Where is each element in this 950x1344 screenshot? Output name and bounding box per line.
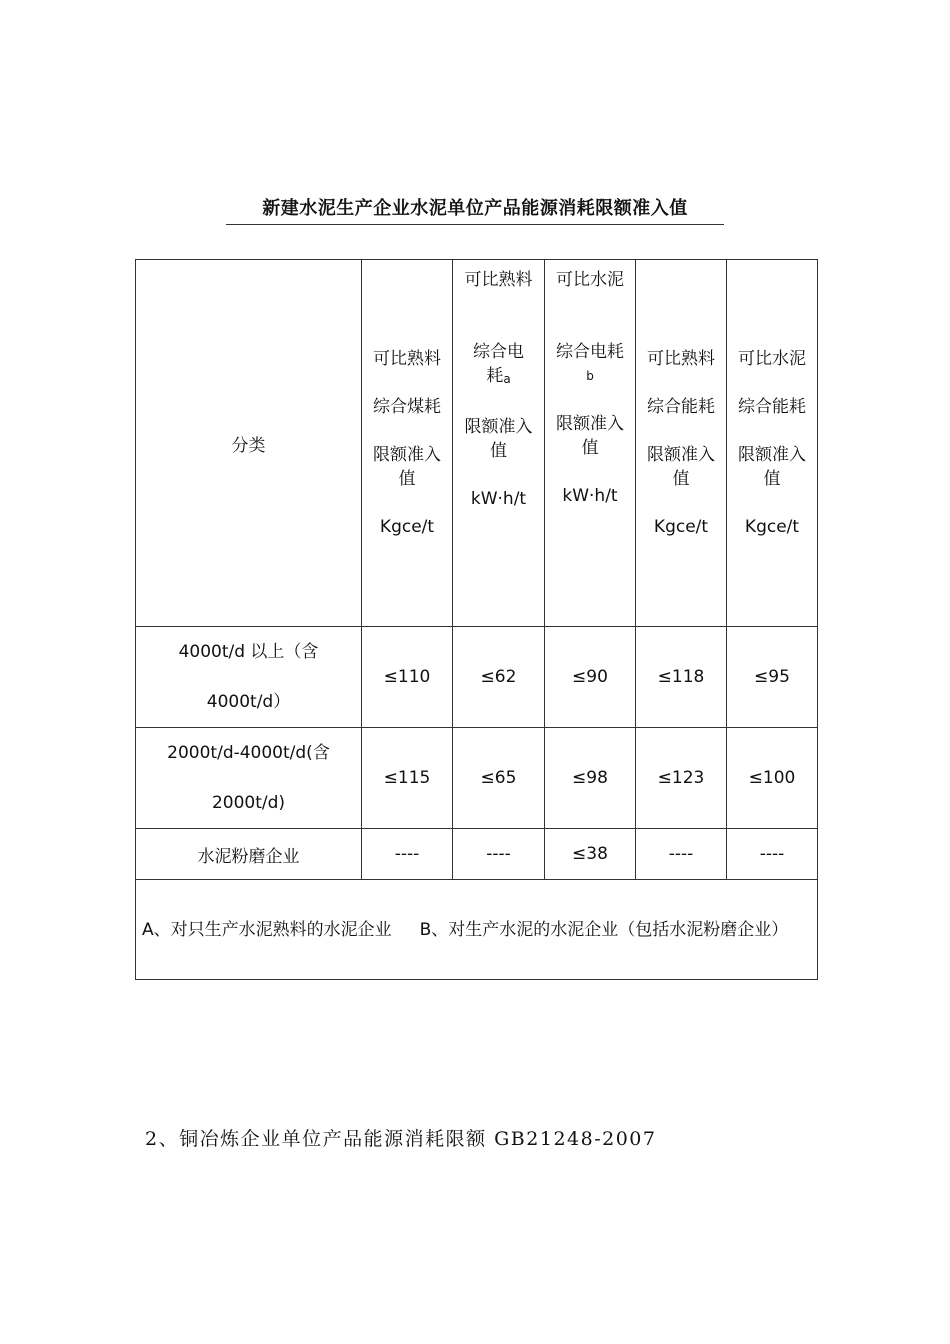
cell-value: ---- <box>636 829 727 880</box>
section-heading: 2、铜冶炼企业单位产品能源消耗限额 GB21248-2007 <box>145 1128 657 1150</box>
footnote-a: A、对只生产水泥熟料的水泥企业 <box>142 919 392 940</box>
cell-value: ---- <box>727 829 818 880</box>
cell-value: ≤110 <box>362 627 453 728</box>
header-cement-power: 可比水泥 综合电耗 b 限额准入 值 kW·h/t <box>545 260 636 627</box>
cell-value: ≤115 <box>362 728 453 829</box>
table-row <box>136 829 818 880</box>
cell-value: ≤123 <box>636 728 727 829</box>
table-title: 新建水泥生产企业水泥单位产品能源消耗限额准入值 <box>226 194 724 225</box>
row-category: 水泥粉磨企业 <box>136 829 362 880</box>
cell-value: ≤38 <box>545 829 636 880</box>
header-cement-energy: 可比水泥 综合能耗 限额准入 值 Kgce/t <box>727 260 818 627</box>
header-row <box>136 260 818 627</box>
cell-value: ---- <box>362 829 453 880</box>
header-clinker-energy: 可比熟料 综合能耗 限额准入 值 Kgce/t <box>636 260 727 627</box>
table-footnote <box>136 880 818 980</box>
footnote-b: B、对生产水泥的水泥企业（包括水泥粉磨企业） <box>419 919 789 940</box>
header-clinker-coal: 可比熟料 综合煤耗 限额准入 值 Kgce/t <box>362 260 453 627</box>
cell-value: ≤65 <box>453 728 545 829</box>
cell-value: ≤90 <box>545 627 636 728</box>
cell-value: ≤98 <box>545 728 636 829</box>
table-row <box>136 728 818 829</box>
cell-value: ≤118 <box>636 627 727 728</box>
cell-value: ≤100 <box>727 728 818 829</box>
category-header: 分类 <box>136 260 362 627</box>
header-clinker-power: 可比熟料 综合电 耗a 限额准入 值 kW·h/t <box>453 260 545 627</box>
cell-value: ≤62 <box>453 627 545 728</box>
cell-value: ≤95 <box>727 627 818 728</box>
row-category: 4000t/d 以上（含 4000t/d） <box>136 627 362 728</box>
table-row <box>136 627 818 728</box>
row-category: 2000t/d-4000t/d(含 2000t/d) <box>136 728 362 829</box>
cell-value: ---- <box>453 829 545 880</box>
footnote-row <box>136 880 818 980</box>
energy-limit-table <box>135 259 818 980</box>
